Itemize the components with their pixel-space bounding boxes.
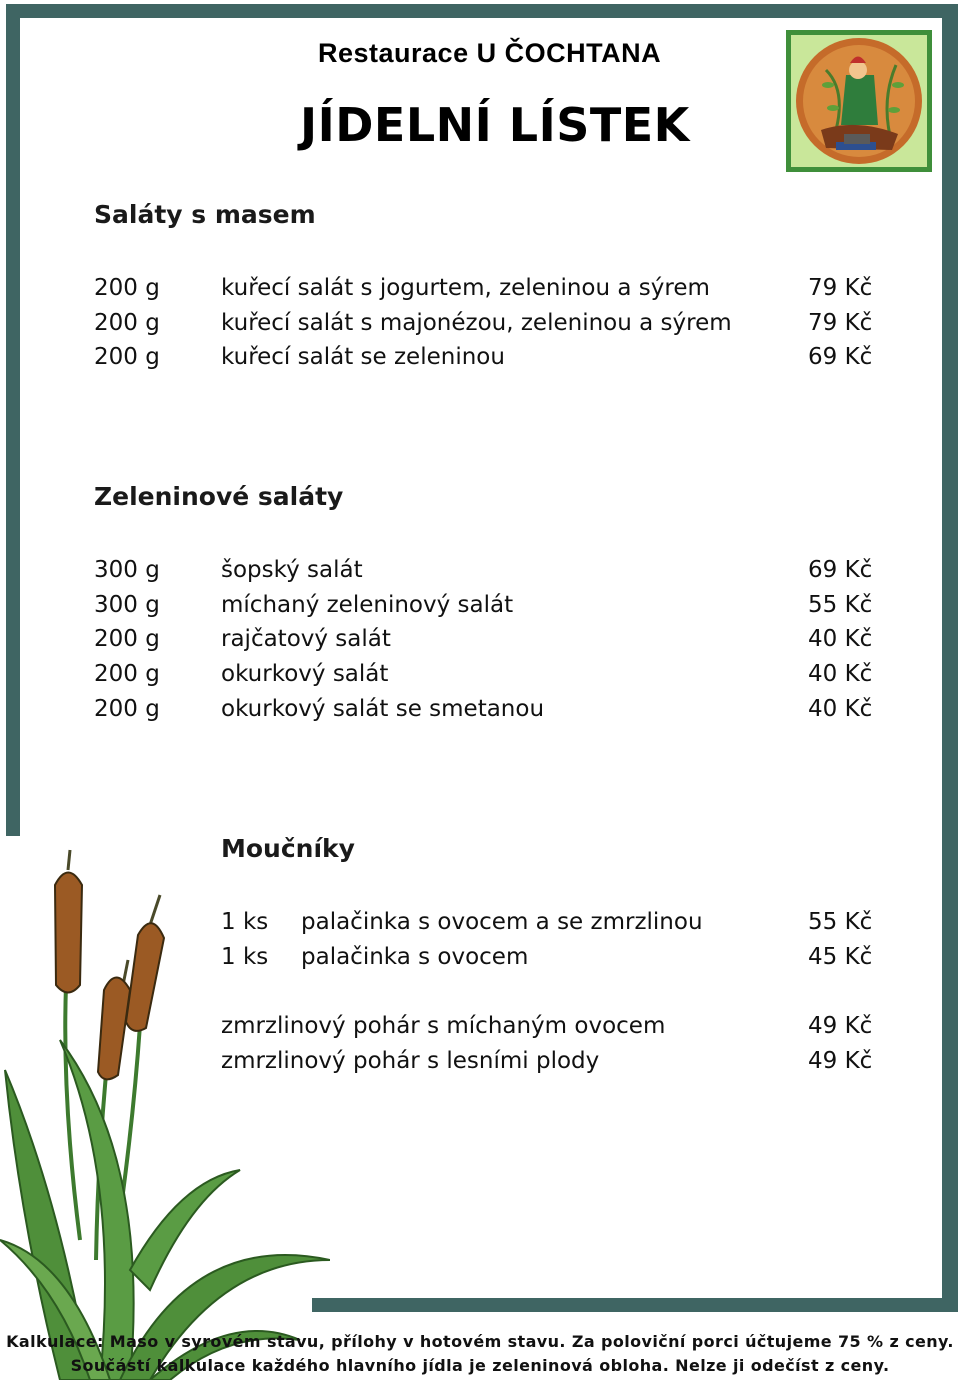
item-name: šopský salát xyxy=(221,557,363,583)
restaurant-name: Restaurace U ČOCHTANA xyxy=(318,38,662,68)
item-name: kuřecí salát se zeleninou xyxy=(221,344,505,370)
frame-left xyxy=(6,4,20,836)
section-title-salads-meat: Saláty s masem xyxy=(94,200,316,229)
item-name: okurkový salát xyxy=(221,661,389,687)
item-weight: 200 g xyxy=(94,275,160,301)
item-name: rajčatový salát xyxy=(221,626,391,652)
item-weight: 200 g xyxy=(94,344,160,370)
item-price: 40 Kč xyxy=(808,626,873,652)
item-price: 79 Kč xyxy=(808,310,873,336)
frame-bottom xyxy=(312,1298,958,1312)
item-name: zmrzlinový pohár s lesními plody xyxy=(221,1048,600,1074)
footer-note-2: Součástí kalkulace každého hlavního jídla je zeleninová obloha. Nelze ji odečíst z ceny. xyxy=(70,1356,890,1375)
item-price: 49 Kč xyxy=(808,1048,873,1074)
footer-note-1: Kalkulace: Maso v syrovém stavu, přílohy v hotovém stavu. Za poloviční porci účtujeme 75 % z ceny. xyxy=(6,1332,954,1351)
item-quantity: 1 ks xyxy=(221,944,269,970)
frame-right xyxy=(942,4,958,1312)
menu-title: JÍDELNÍ LÍSTEK xyxy=(300,98,690,152)
item-price: 40 Kč xyxy=(808,696,873,722)
item-price: 49 Kč xyxy=(808,1013,873,1039)
section-title-desserts: Moučníky xyxy=(221,834,355,863)
item-weight: 300 g xyxy=(94,592,160,618)
item-price: 55 Kč xyxy=(808,592,873,618)
item-weight: 200 g xyxy=(94,696,160,722)
item-weight: 200 g xyxy=(94,626,160,652)
item-weight: 200 g xyxy=(94,661,160,687)
frame-top xyxy=(6,4,958,18)
item-name: okurkový salát se smetanou xyxy=(221,696,545,722)
item-price: 40 Kč xyxy=(808,661,873,687)
item-name: kuřecí salát s jogurtem, zeleninou a sýrem xyxy=(221,275,710,301)
item-price: 69 Kč xyxy=(808,557,873,583)
restaurant-logo xyxy=(786,30,932,172)
item-name: kuřecí salát s majonézou, zeleninou a sýrem xyxy=(221,310,732,336)
section-title-vegetable-salads: Zeleninové saláty xyxy=(94,482,344,511)
item-price: 69 Kč xyxy=(808,344,873,370)
item-price: 45 Kč xyxy=(808,944,873,970)
item-weight: 300 g xyxy=(94,557,160,583)
item-name: palačinka s ovocem xyxy=(301,944,529,970)
item-quantity: 1 ks xyxy=(221,909,269,935)
cattail-plant-illustration xyxy=(0,840,330,1380)
item-price: 79 Kč xyxy=(808,275,873,301)
item-price: 55 Kč xyxy=(808,909,873,935)
item-name: zmrzlinový pohár s míchaným ovocem xyxy=(221,1013,666,1039)
item-weight: 200 g xyxy=(94,310,160,336)
item-name: míchaný zeleninový salát xyxy=(221,592,514,618)
item-name: palačinka s ovocem a se zmrzlinou xyxy=(301,909,703,935)
